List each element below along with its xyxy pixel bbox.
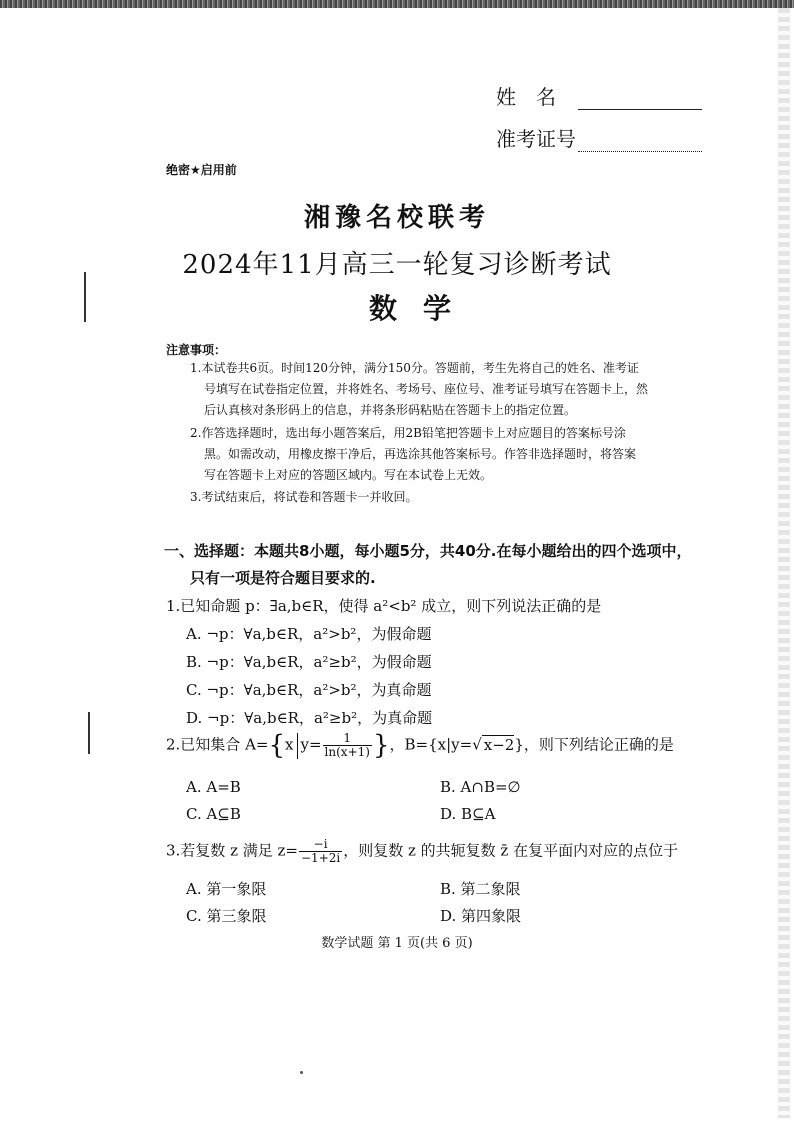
sqrt-icon: √ <box>472 735 482 754</box>
set-variable: x <box>285 735 294 754</box>
sqrt-body: x−2 <box>483 735 515 754</box>
notice-item-2-line-b: 黑。如需改动，用橡皮擦干净后，再选涂其他答案标号。作答非选择题时，将答案 <box>204 447 637 461</box>
scan-top-border <box>0 0 794 8</box>
fraction-numerator: 1 <box>323 732 372 746</box>
exam-id-blank[interactable] <box>578 129 702 152</box>
question-2-suffix: }，则下列结论正确的是 <box>514 735 674 754</box>
question-1-option-c[interactable]: C. ¬p：∀a,b∈R，a²>b²，为真命题 <box>186 681 432 699</box>
exam-name-title: 2024年11月高三一轮复习诊断考试 <box>182 250 612 280</box>
question-1-stem: 1.已知命题 p：∃a,b∈R，使得 a²<b² 成立，则下列说法正确的是 <box>166 597 602 615</box>
section-1-line-2: 只有一项是符合题目要求的. <box>190 569 376 587</box>
confidential-label: 绝密★启用前 <box>166 163 237 177</box>
question-2-option-c[interactable]: C. A⊆B <box>186 805 241 823</box>
notice-item-2-line-a: 2.作答选择题时，选出每小题答案后，用2B铅笔把答题卡上对应题目的答案标号涂 <box>190 426 626 440</box>
question-3-option-b[interactable]: B. 第二象限 <box>440 880 521 898</box>
notice-item-2-line-c: 写在答题卡上对应的答题区域内。写在本试卷上无效。 <box>204 468 493 482</box>
question-2-stem <box>166 732 674 759</box>
name-field-row <box>496 84 702 110</box>
fraction-denominator: −1+2i <box>301 851 341 865</box>
question-3-fraction <box>299 838 342 865</box>
section-1-line-1: 一、选择题：本题共8小题，每小题5分，共40分.在每小题给出的四个选项中， <box>164 542 692 560</box>
question-3-option-c[interactable]: C. 第三象限 <box>186 907 267 925</box>
scan-speck <box>300 1071 303 1074</box>
exam-id-field-row <box>496 126 702 152</box>
notice-item-1-line-a: 1.本试卷共6页。时间120分钟，满分150分。答题前，考生先将自己的姓名、准考证 <box>190 361 639 375</box>
question-3-option-a[interactable]: A. 第一象限 <box>186 880 267 898</box>
binding-mark-lower <box>88 712 90 754</box>
set-brace-open: { <box>268 730 286 761</box>
question-1-option-b[interactable]: B. ¬p：∀a,b∈R，a²≥b²，为假命题 <box>186 653 432 671</box>
name-label: 姓 名 <box>496 85 556 109</box>
notice-item-3: 3.考试结束后，将试卷和答题卡一并收回。 <box>190 490 418 504</box>
question-2-prefix: 2.已知集合 A= <box>166 735 269 754</box>
exam-id-label: 准考证号 <box>496 127 576 151</box>
question-3-prefix: 3.若复数 z 满足 z= <box>166 841 298 860</box>
question-1-option-d[interactable]: D. ¬p：∀a,b∈R，a²≥b²，为真命题 <box>186 709 433 727</box>
subject-title: 数学 <box>368 292 477 325</box>
fraction-denominator: ln(x+1) <box>324 745 370 759</box>
notice-item-1 <box>190 358 710 421</box>
notice-item-1-line-b: 号填写在试卷指定位置，并将姓名、考场号、座位号、准考证号填写在答题卡上，然 <box>204 382 649 396</box>
question-2-fraction <box>323 732 372 759</box>
notice-title: 注意事项： <box>166 343 227 357</box>
set-separator <box>297 733 298 759</box>
question-2-option-a[interactable]: A. A=B <box>186 778 241 796</box>
scan-right-edge <box>778 8 790 1118</box>
notice-item-1-line-c: 后认真核对条形码上的信息，并将条形码粘贴在答题卡上的指定位置。 <box>204 403 577 417</box>
question-2-option-b[interactable]: B. A∩B=∅ <box>440 778 521 796</box>
question-3-option-d[interactable]: D. 第四象限 <box>440 907 522 925</box>
notice-item-2 <box>190 423 710 486</box>
page-footer: 数学试题 第 1 页(共 6 页) <box>321 936 473 951</box>
set-condition: y= <box>300 735 322 754</box>
set-b-prefix: ，B={x|y= <box>389 735 473 754</box>
name-blank[interactable] <box>578 87 702 110</box>
fraction-numerator: −i <box>299 838 342 852</box>
question-2-option-d[interactable]: D. B⊆A <box>440 805 496 823</box>
question-3-stem <box>166 838 678 865</box>
exam-org-title: 湘豫名校联考 <box>303 203 490 233</box>
question-1-option-a[interactable]: A. ¬p：∀a,b∈R，a²>b²，为假命题 <box>186 625 432 643</box>
set-brace-close: } <box>372 730 390 761</box>
question-3-suffix: ，则复数 z 的共轭复数 z̄ 在复平面内对应的点位于 <box>343 841 679 860</box>
section-1-heading <box>164 538 724 592</box>
